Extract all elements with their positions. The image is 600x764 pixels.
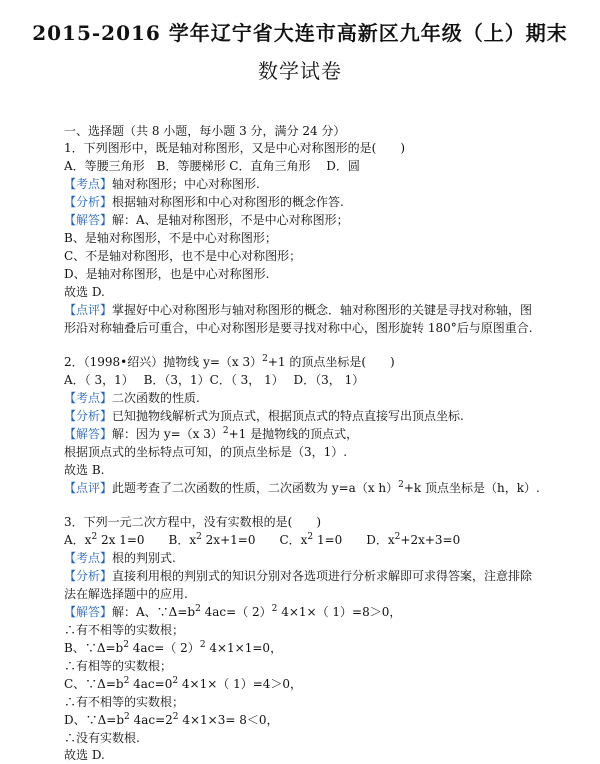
q3-result-d: ∴没有实数根.	[64, 731, 140, 745]
q3-ja-a: 解：A、∵Δ=b	[112, 605, 196, 619]
q3-ja-sup1: 2	[195, 604, 201, 614]
fenxi-tag: 【分析】	[64, 409, 113, 423]
q1-step-b: B、是轴对称图形，不是中心对称图形；	[64, 231, 277, 245]
q2-dianping-b: +k 顶点坐标是（h，k）.	[403, 481, 540, 495]
q3-fenxi-cont: 法在解选择题中的应用.	[64, 587, 188, 601]
q2-stem-a: 2．（1998•绍兴）抛物线 y=（x 3）	[64, 355, 263, 369]
q3-jc-sup1: 2	[123, 676, 130, 686]
q3-jb-sup1: 2	[123, 640, 129, 650]
q1-step-c: C、不是轴对称图形，也不是中心对称图形；	[64, 249, 302, 263]
fenxi-tag: 【分析】	[64, 569, 113, 583]
jieda-tag: 【解答】	[64, 427, 113, 441]
q3-result-a: ∴有不相等的实数根；	[64, 623, 185, 637]
q3-jieda-c	[64, 677, 564, 693]
q3-opt-sup1: 2	[91, 532, 98, 542]
section-heading: 一、选择题（共 8 小题，每小题 3 分，满分 24 分）	[64, 124, 346, 138]
q3-jd-sup2: 2	[172, 712, 179, 722]
q3-fenxi-text: 直接利用根的判别式的知识分别对各选项进行分析求解即可求得答案，注意排除	[112, 569, 533, 583]
q2-kaodian	[64, 391, 564, 405]
q3-fenxi	[64, 569, 564, 583]
q2-dianping-sup: 2	[398, 480, 404, 490]
q3-options	[64, 533, 564, 549]
q3-answer: 故选 D.	[64, 748, 105, 762]
q1-step-d: D、是轴对称图形，也是中心对称图形.	[64, 267, 270, 281]
page-title: 2015-2016 学年辽宁省大连市高新区九年级（上）期末	[32, 21, 568, 45]
kaodian-tag: 【考点】	[64, 177, 113, 191]
q3-stem: 3．下列一元二次方程中，没有实数根的是( )	[64, 515, 321, 529]
q3-jieda-d	[64, 713, 564, 729]
q3-opt-a5: +2x+3=0	[400, 533, 461, 547]
q3-opt-a1: A．x	[64, 533, 92, 547]
q3-result-c: ∴有不相等的实数根；	[64, 695, 185, 709]
jieda-tag: 【解答】	[64, 605, 113, 619]
q3-opt-sup2: 2	[196, 532, 202, 542]
page-subtitle: 数学试卷	[258, 59, 342, 83]
q2-kaodian-text: 二次函数的性质.	[112, 391, 200, 405]
q1-fenxi-text: 根据轴对称图形和中心对称图形的概念作答.	[112, 195, 344, 209]
dianping-tag: 【点评】	[64, 303, 113, 317]
q2-stem	[64, 355, 564, 371]
dianping-tag: 【点评】	[64, 481, 113, 495]
q2-fenxi	[64, 409, 564, 423]
q3-opt-sup3: 2	[307, 532, 314, 542]
q3-jb-sup2: 2	[199, 640, 206, 650]
q3-jb-b: 4ac=（ 2）	[128, 641, 200, 655]
q1-answer: 故选 D.	[64, 285, 105, 299]
q3-jc-c: 4×1×（ 1）=4＞0，	[178, 677, 303, 691]
kaodian-tag: 【考点】	[64, 391, 113, 405]
q3-jc-a: C、∵Δ=b	[64, 677, 124, 691]
q3-jieda-b	[64, 641, 564, 657]
q1-dianping-cont: 形沿对称轴叠后可重合，中心对称图形是要寻找对称中心，图形旋转 180°后与原图重合.	[64, 321, 533, 335]
q3-jieda-a	[64, 605, 564, 621]
q3-kaodian	[64, 551, 564, 565]
q2-jieda-sup: 2	[222, 426, 229, 436]
q1-jieda	[64, 213, 564, 227]
q3-jd-b: 4ac=2	[129, 713, 173, 727]
q2-answer: 故选 B.	[64, 463, 105, 477]
q2-dianping-a: 此题考查了二次函数的性质，二次函数为 y=a（x h）	[112, 481, 399, 495]
q2-jieda-b: +1 是抛物线的顶点式，	[228, 427, 359, 441]
q3-jc-b: 4ac=0	[129, 677, 173, 691]
jieda-tag: 【解答】	[64, 213, 113, 227]
q3-result-b: ∴有相等的实数根；	[64, 659, 173, 673]
fenxi-tag: 【分析】	[64, 195, 113, 209]
q1-jieda-text: 解：A、是轴对称图形，不是中心对称图形；	[112, 213, 349, 227]
q3-ja-sup2: 2	[271, 604, 278, 614]
q2-step: 根据顶点式的坐标特点可知，的顶点坐标是（3，1）.	[64, 445, 348, 459]
q1-options: A．等腰三角形 B．等腰梯形 C．直角三角形 D．圆	[64, 159, 360, 173]
q3-jb-c: 4×1×1=0，	[205, 641, 283, 655]
q1-kaodian-text: 轴对称图形；中心对称图形.	[112, 177, 260, 191]
q1-dianping	[64, 303, 564, 317]
q3-ja-b: 4ac=（ 2）	[200, 605, 272, 619]
q3-jc-sup2: 2	[172, 676, 179, 686]
q3-jd-sup1: 2	[124, 712, 130, 722]
q2-stem-sup: 2	[262, 354, 268, 364]
q2-jieda	[64, 427, 564, 443]
q3-opt-sup4: 2	[394, 532, 401, 542]
q2-dianping	[64, 481, 564, 497]
q2-options: A．（ 3，1） B．（3，1）C．（ 3， 1） D．（3， 1）	[64, 373, 365, 387]
q3-ja-c: 4×1×（ 1）=8＞0，	[277, 605, 402, 619]
q2-jieda-a: 解：因为 y=（x 3）	[112, 427, 223, 441]
q2-fenxi-text: 已知抛物线解析式为顶点式，根据顶点式的特点直接写出顶点坐标.	[112, 409, 464, 423]
q1-stem: 1．下列图形中，既是轴对称图形，又是中心对称图形的是( )	[64, 141, 406, 155]
q3-jb-a: B、∵Δ=b	[64, 641, 124, 655]
q3-jd-a: D、∵Δ=b	[64, 713, 125, 727]
q3-opt-a2: 2x 1=0 B．x	[97, 533, 197, 547]
q3-opt-a3: 2x+1=0 C．x	[201, 533, 308, 547]
q1-kaodian	[64, 177, 564, 191]
kaodian-tag: 【考点】	[64, 551, 113, 565]
q3-jd-c: 4×1×3= 8＜0，	[178, 713, 279, 727]
q1-fenxi	[64, 195, 564, 209]
q1-dianping-text: 掌握好中心对称图形与轴对称图形的概念．轴对称图形的关键是寻找对称轴，图	[112, 303, 533, 317]
q3-opt-a4: 1=0 D．x	[313, 533, 395, 547]
q3-kaodian-text: 根的判别式.	[112, 551, 176, 565]
q2-stem-b: +1 的顶点坐标是( )	[267, 355, 395, 369]
